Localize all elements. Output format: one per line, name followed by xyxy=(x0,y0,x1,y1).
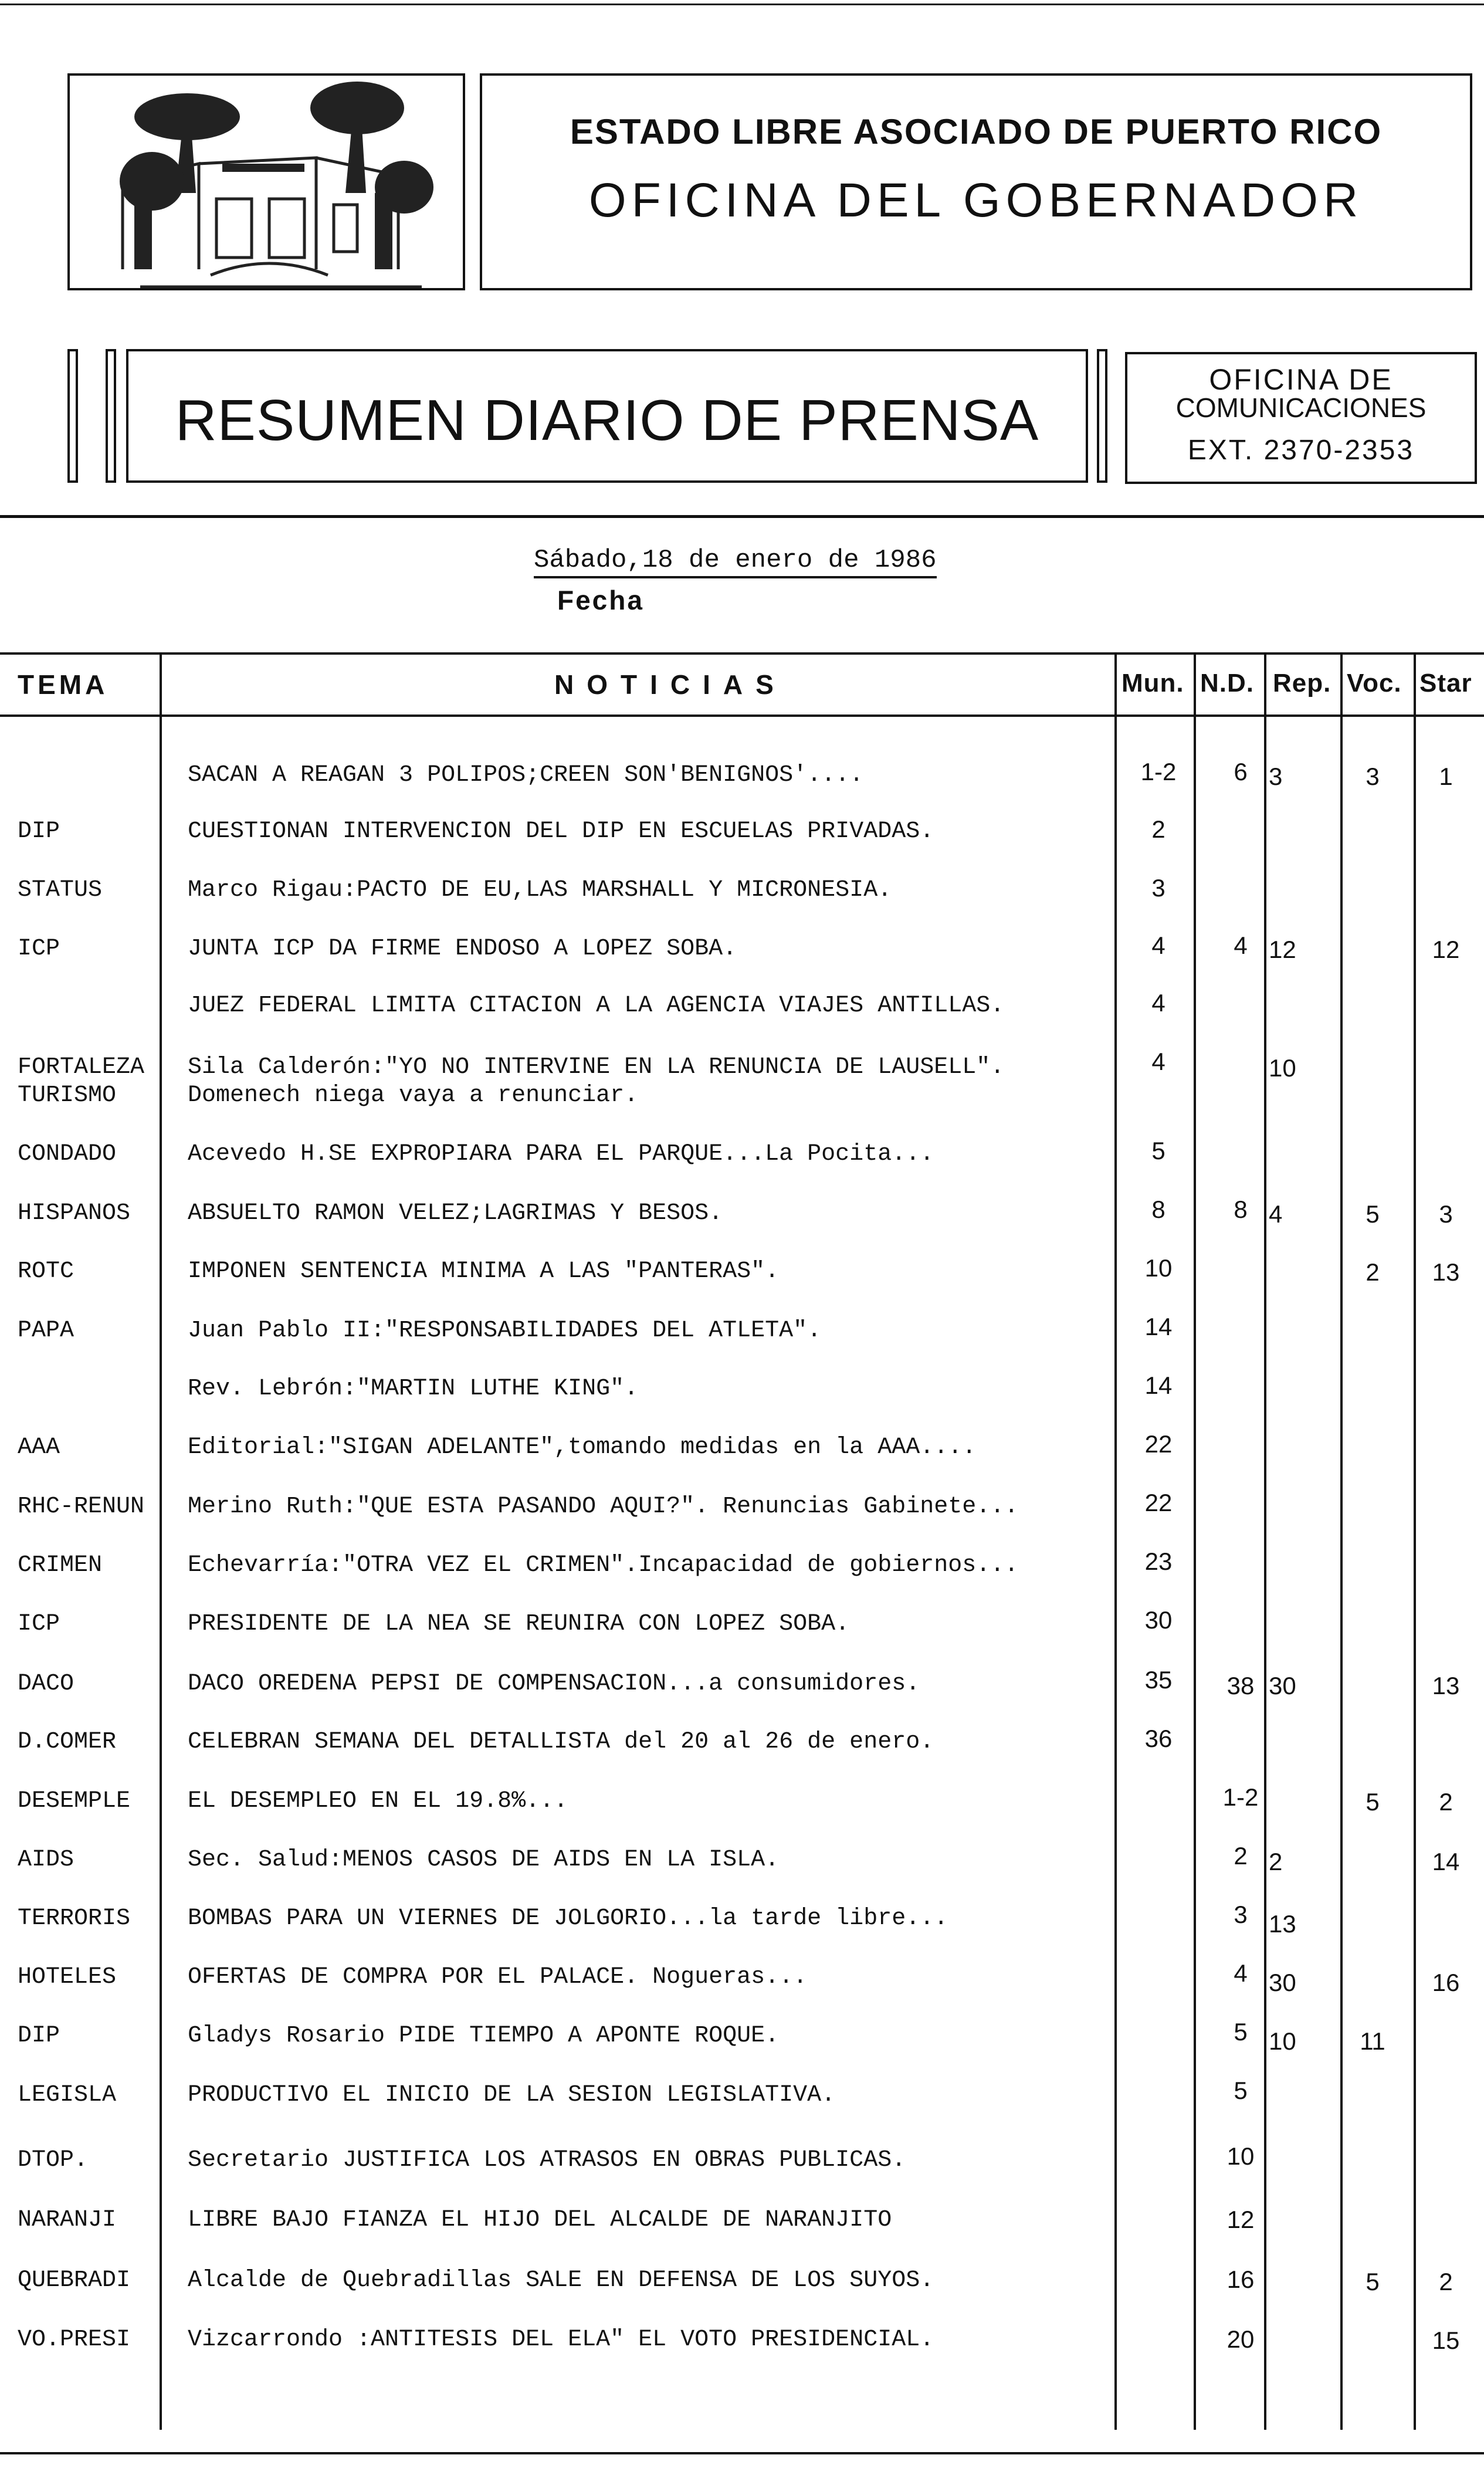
row-rep: 10 xyxy=(1269,2027,1296,2055)
row-voc: 2 xyxy=(1366,1258,1380,1286)
row-mun: 5 xyxy=(1151,1137,1165,1164)
row-nd: 4 xyxy=(1234,932,1248,959)
row-nd: 8 xyxy=(1234,1196,1248,1223)
row-tema: TERRORIS xyxy=(18,1905,131,1932)
row-star: 3 xyxy=(1439,1200,1453,1228)
header-mun: Mun. xyxy=(1122,669,1184,697)
row-nd: 2 xyxy=(1234,1842,1248,1870)
row-tema: AIDS xyxy=(18,1847,74,1873)
row-noticia: EL DESEMPLEO EN EL 19.8%... xyxy=(188,1788,568,1814)
report-date: Sábado,18 de enero de 1986 xyxy=(534,546,937,578)
row-tema: NARANJI xyxy=(18,2207,117,2233)
row-nd: 20 xyxy=(1226,2325,1255,2353)
row-voc: 3 xyxy=(1366,763,1380,790)
row-rep: 12 xyxy=(1269,936,1296,963)
row-mun: 4 xyxy=(1151,989,1165,1017)
row-tema: ROTC xyxy=(18,1258,74,1285)
row-star: 1 xyxy=(1439,763,1453,790)
row-voc: 5 xyxy=(1366,2268,1380,2295)
logo-frame xyxy=(67,73,465,290)
row-noticia: Merino Ruth:"QUE ESTA PASANDO AQUI?". Renuncias Gabinete... xyxy=(188,1494,1019,1520)
row-voc: 11 xyxy=(1360,2027,1385,2055)
row-star: 2 xyxy=(1439,1788,1453,1816)
row-nd: 5 xyxy=(1234,2018,1248,2046)
header-tema: TEMA xyxy=(18,669,109,700)
row-mun: 2 xyxy=(1151,815,1165,843)
row-tema: RHC-RENUN xyxy=(18,1494,145,1520)
row-tema: DACO xyxy=(18,1671,74,1697)
row-tema: QUEBRADI xyxy=(18,2267,131,2294)
row-voc: 5 xyxy=(1366,1788,1380,1816)
row-tema: DIP xyxy=(18,818,60,845)
row-rep: 3 xyxy=(1269,763,1283,790)
row-noticia: Acevedo H.SE EXPROPIARA PARA EL PARQUE...La Pocita... xyxy=(188,1141,934,1167)
row-tema: ICP xyxy=(18,1611,60,1637)
row-tema: HOTELES xyxy=(18,1964,117,1990)
row-noticia: Domenech niega vaya a renunciar. xyxy=(188,1082,639,1109)
row-mun: 22 xyxy=(1144,1489,1173,1516)
row-star: 15 xyxy=(1432,2327,1460,2354)
col-divider xyxy=(1114,652,1117,2430)
decorative-bar xyxy=(106,349,116,483)
row-nd: 10 xyxy=(1226,2142,1255,2170)
row-nd: 1-2 xyxy=(1222,1783,1259,1811)
decorative-bar xyxy=(67,349,78,483)
row-mun: 14 xyxy=(1144,1313,1173,1340)
row-noticia: Editorial:"SIGAN ADELANTE",tomando medidas en la AAA.... xyxy=(188,1434,977,1461)
header-rule xyxy=(0,515,1484,518)
state-name: ESTADO LIBRE ASOCIADO DE PUERTO RICO xyxy=(570,112,1383,151)
resumen-title: RESUMEN DIARIO DE PRENSA xyxy=(175,388,1039,452)
comm-office-line: OFICINA DE xyxy=(1209,363,1393,396)
header-nd: N.D. xyxy=(1200,669,1254,697)
row-tema: PAPA xyxy=(18,1318,74,1344)
row-noticia: SACAN A REAGAN 3 POLIPOS;CREEN SON'BENIGNOS'.... xyxy=(188,762,864,788)
row-tema: FORTALEZA xyxy=(18,1054,145,1081)
row-nd: 38 xyxy=(1226,1672,1255,1699)
decorative-bar xyxy=(1097,349,1107,483)
row-noticia: Alcalde de Quebradillas SALE EN DEFENSA DE LOS SUYOS. xyxy=(188,2267,934,2294)
table-top-rule xyxy=(0,652,1484,655)
row-nd: 5 xyxy=(1234,2077,1248,2104)
row-rep: 2 xyxy=(1269,1848,1283,1875)
row-noticia: JUNTA ICP DA FIRME ENDOSO A LOPEZ SOBA. xyxy=(188,936,737,962)
row-noticia: Juan Pablo II:"RESPONSABILIDADES DEL ATLETA". xyxy=(188,1318,822,1344)
top-rule xyxy=(0,4,1484,5)
col-divider xyxy=(1414,652,1416,2430)
row-noticia: Gladys Rosario PIDE TIEMPO A APONTE ROQUE. xyxy=(188,2023,780,2049)
row-star: 13 xyxy=(1432,1258,1460,1286)
row-tema: CRIMEN xyxy=(18,1552,103,1579)
row-tema: LEGISLA xyxy=(18,2082,117,2108)
row-noticia: PRESIDENTE DE LA NEA SE REUNIRA CON LOPEZ SOBA. xyxy=(188,1611,850,1637)
row-mun: 4 xyxy=(1151,1048,1165,1075)
row-tema: DIP xyxy=(18,2023,60,2049)
governor-office-logo xyxy=(70,76,463,288)
row-mun: 36 xyxy=(1144,1725,1173,1752)
comm-office-line: COMUNICACIONES xyxy=(1175,392,1427,423)
row-tema: CONDADO xyxy=(18,1141,117,1167)
row-tema: STATUS xyxy=(18,877,103,903)
row-rep: 10 xyxy=(1269,1054,1296,1082)
row-tema: VO.PRESI xyxy=(18,2327,131,2353)
row-tema: D.COMER xyxy=(18,1729,117,1755)
col-divider xyxy=(1340,652,1343,2430)
row-rep: 30 xyxy=(1269,1672,1296,1699)
row-noticia: Vizcarrondo :ANTITESIS DEL ELA" EL VOTO PRESIDENCIAL. xyxy=(188,2327,934,2353)
row-mun: 23 xyxy=(1144,1548,1173,1575)
row-tema: AAA xyxy=(18,1434,60,1461)
header-voc: Voc. xyxy=(1347,669,1402,697)
row-noticia: Sila Calderón:"YO NO INTERVINE EN LA RENUNCIA DE LAUSELL". xyxy=(188,1054,1005,1081)
row-noticia: JUEZ FEDERAL LIMITA CITACION A LA AGENCIA VIAJES ANTILLAS. xyxy=(188,993,1005,1019)
row-rep: 4 xyxy=(1269,1200,1283,1228)
row-mun: 1-2 xyxy=(1140,758,1177,785)
header-rep: Rep. xyxy=(1273,669,1331,697)
row-nd: 4 xyxy=(1234,1959,1248,1987)
row-nd: 12 xyxy=(1226,2206,1255,2233)
row-nd: 3 xyxy=(1234,1901,1248,1928)
row-star: 16 xyxy=(1432,1969,1460,1996)
row-noticia: Echevarría:"OTRA VEZ EL CRIMEN".Incapacidad de gobiernos... xyxy=(188,1552,1019,1579)
row-nd: 16 xyxy=(1226,2266,1255,2293)
row-tema: DTOP. xyxy=(18,2147,89,2173)
row-noticia: Rev. Lebrón:"MARTIN LUTHE KING". xyxy=(188,1376,639,1402)
table-header-rule xyxy=(0,715,1484,717)
row-noticia: PRODUCTIVO EL INICIO DE LA SESION LEGISLATIVA. xyxy=(188,2082,836,2108)
comm-extension: EXT. 2370-2353 xyxy=(1187,435,1415,466)
row-nd: 6 xyxy=(1234,758,1248,785)
col-divider xyxy=(1194,652,1196,2430)
row-mun: 10 xyxy=(1144,1254,1173,1282)
row-star: 13 xyxy=(1432,1672,1460,1699)
row-noticia: Marco Rigau:PACTO DE EU,LAS MARSHALL Y MICRONESIA. xyxy=(188,877,892,903)
row-noticia: CUESTIONAN INTERVENCION DEL DIP EN ESCUELAS PRIVADAS. xyxy=(188,818,934,845)
row-noticia: BOMBAS PARA UN VIERNES DE JOLGORIO...la tarde libre... xyxy=(188,1905,948,1932)
row-noticia: IMPONEN SENTENCIA MINIMA A LAS "PANTERAS". xyxy=(188,1258,780,1285)
row-mun: 8 xyxy=(1151,1196,1165,1223)
row-tema: HISPANOS xyxy=(18,1200,131,1227)
row-noticia: OFERTAS DE COMPRA POR EL PALACE. Nogueras... xyxy=(188,1964,808,1990)
row-mun: 3 xyxy=(1151,874,1165,902)
header-star: Star xyxy=(1419,669,1472,697)
table-bottom-rule xyxy=(0,2452,1484,2454)
row-rep: 13 xyxy=(1269,1910,1296,1938)
date-label: Fecha xyxy=(557,585,644,615)
row-noticia: LIBRE BAJO FIANZA EL HIJO DEL ALCALDE DE NARANJITO xyxy=(188,2207,892,2233)
row-star: 2 xyxy=(1439,2268,1453,2295)
row-noticia: CELEBRAN SEMANA DEL DETALLISTA del 20 al 26 de enero. xyxy=(188,1729,934,1755)
row-mun: 4 xyxy=(1151,932,1165,959)
row-voc: 5 xyxy=(1366,1200,1380,1228)
row-mun: 30 xyxy=(1144,1606,1173,1634)
row-mun: 35 xyxy=(1144,1666,1173,1694)
row-mun: 22 xyxy=(1144,1430,1173,1458)
row-noticia: ABSUELTO RAMON VELEZ;LAGRIMAS Y BESOS. xyxy=(188,1200,723,1227)
row-mun: 14 xyxy=(1144,1372,1173,1399)
row-noticia: DACO OREDENA PEPSI DE COMPENSACION...a consumidores. xyxy=(188,1671,920,1697)
row-noticia: Sec. Salud:MENOS CASOS DE AIDS EN LA ISLA. xyxy=(188,1847,780,1873)
row-tema: ICP xyxy=(18,936,60,962)
row-star: 14 xyxy=(1432,1848,1460,1875)
office-name: OFICINA DEL GOBERNADOR xyxy=(588,174,1364,227)
row-tema: DESEMPLE xyxy=(18,1788,131,1814)
header-noticias: NOTICIAS xyxy=(554,669,787,700)
row-rep: 30 xyxy=(1269,1969,1296,1996)
row-noticia: Secretario JUSTIFICA LOS ATRASOS EN OBRAS PUBLICAS. xyxy=(188,2147,906,2173)
row-star: 12 xyxy=(1432,936,1460,963)
row-tema: TURISMO xyxy=(18,1082,117,1109)
